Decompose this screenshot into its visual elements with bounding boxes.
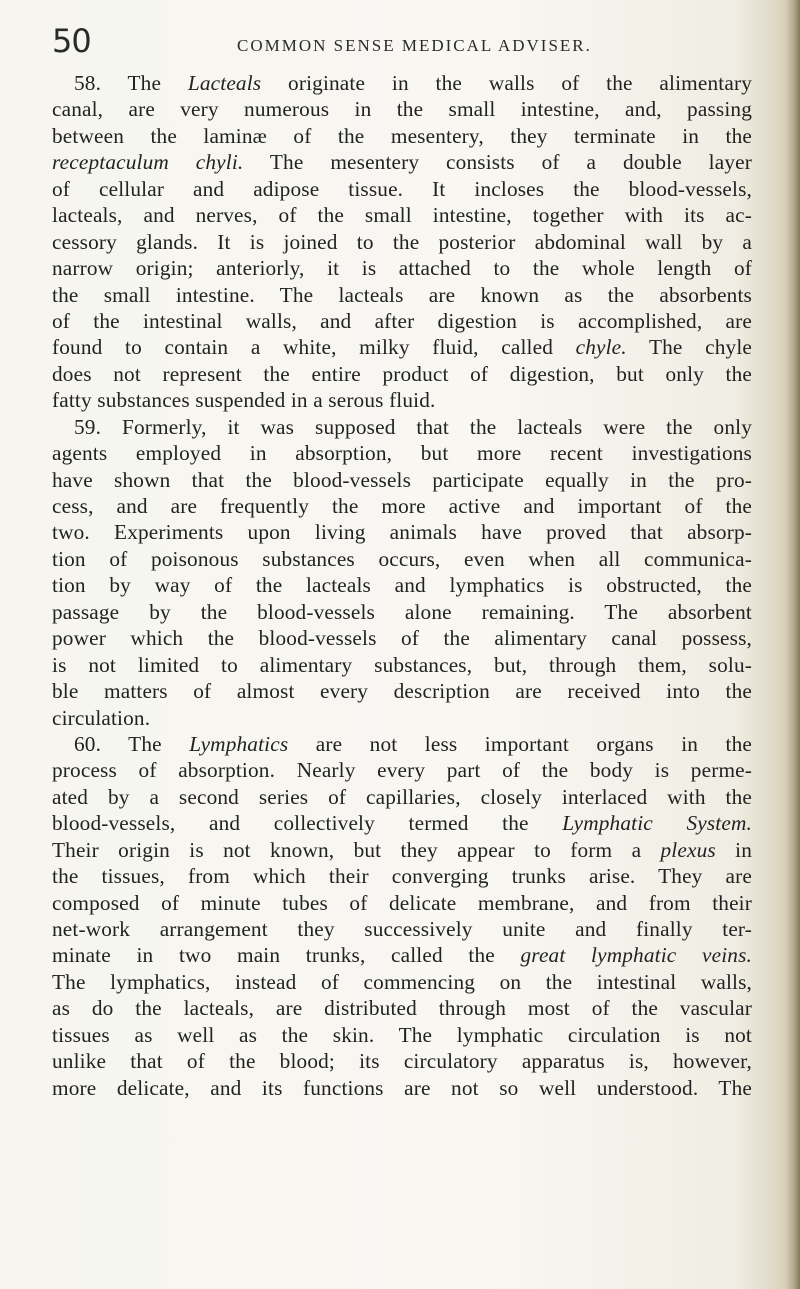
text-run: as do the lacteals, are distributed through most of the vascular bbox=[52, 996, 752, 1021]
text-run: of the intestinal walls, and after digestion is accomplished, are bbox=[52, 308, 752, 333]
text-run: canal, are very numerous in the small intestine, and, passing bbox=[52, 97, 752, 122]
text-line bbox=[52, 705, 752, 731]
text-run: have shown that the blood-vessels participate equally in the pro- bbox=[52, 467, 752, 492]
text-run: fatty substances suspended in a serous fluid. bbox=[52, 388, 436, 413]
text-line bbox=[52, 308, 752, 334]
text-line bbox=[52, 387, 752, 413]
text-run: 59. Formerly, it was supposed that the lacteals were the only bbox=[74, 414, 752, 439]
text-run: ated by a second series of capillaries, closely interlaced with the bbox=[52, 784, 752, 809]
text-line bbox=[52, 890, 752, 916]
text-line bbox=[52, 916, 752, 942]
italic-term: Lacteals bbox=[187, 71, 262, 95]
text-run: found to contain a white, milky fluid, called bbox=[52, 335, 576, 360]
text-line bbox=[52, 1022, 752, 1048]
text-line bbox=[52, 149, 752, 175]
text-line bbox=[52, 334, 752, 360]
italic-term: Lymphatics bbox=[189, 731, 289, 756]
text-line bbox=[52, 572, 752, 598]
text-line bbox=[52, 1048, 752, 1074]
text-run: cess, and are frequently the more active and important of the bbox=[52, 494, 752, 518]
text-run: does not represent the entire product of digestion, but only the bbox=[52, 361, 752, 386]
text-run: blood-vessels, and collectively termed the bbox=[52, 811, 563, 836]
text-run: tion of poisonous substances occurs, even when all communica- bbox=[52, 546, 752, 571]
text-line bbox=[52, 467, 752, 493]
italic-term: Lymphatic System. bbox=[562, 811, 752, 836]
text-run: circulation. bbox=[52, 705, 151, 730]
text-run: ble matters of almost every description are received into the bbox=[52, 679, 752, 704]
text-line bbox=[52, 361, 752, 387]
text-line bbox=[52, 414, 752, 440]
text-run: in bbox=[715, 837, 752, 862]
text-line bbox=[52, 810, 752, 836]
text-run: Their origin is not known, but they appear to form a bbox=[52, 837, 661, 862]
text-run: composed of minute tubes of delicate membrane, and from their bbox=[52, 890, 752, 915]
text-run: cessory glands. It is joined to the posterior abdominal wall by a bbox=[52, 229, 752, 254]
text-line bbox=[52, 969, 752, 995]
text-line bbox=[52, 1075, 752, 1101]
text-run: The chyle bbox=[626, 335, 752, 360]
text-line bbox=[52, 599, 752, 625]
text-line bbox=[52, 757, 752, 783]
text-run: more delicate, and its functions are not so well understood. The bbox=[52, 1075, 752, 1100]
text-run: passage by the blood-vessels alone remaining. The absorbent bbox=[52, 599, 752, 624]
text-run: power which the blood-vessels of the alimentary canal possess, bbox=[52, 626, 752, 651]
text-run: between the laminæ of the mesentery, they terminate in the bbox=[52, 123, 752, 148]
text-run: agents employed in absorption, but more recent investigations bbox=[52, 441, 752, 466]
text-line bbox=[52, 546, 752, 572]
text-run: two. Experiments upon living animals have proved that absorp- bbox=[52, 520, 752, 545]
text-line bbox=[52, 678, 752, 704]
italic-term: chyle. bbox=[575, 335, 627, 360]
italic-term: receptaculum chyli. bbox=[52, 150, 244, 175]
text-line bbox=[52, 440, 752, 466]
italic-term: great lymphatic veins. bbox=[520, 943, 752, 968]
text-line bbox=[52, 519, 752, 545]
text-line bbox=[52, 70, 752, 96]
text-line bbox=[52, 731, 752, 757]
italic-term: plexus bbox=[660, 837, 716, 862]
text-run: 60. The bbox=[74, 731, 190, 756]
body-text bbox=[52, 70, 752, 1101]
text-run: unlike that of the blood; its circulatory apparatus is, however, bbox=[52, 1049, 752, 1074]
text-line bbox=[52, 493, 752, 519]
text-run: 58. The bbox=[74, 71, 188, 95]
text-run: process of absorption. Nearly every part of the body is perme- bbox=[52, 758, 752, 783]
text-run: is not limited to alimentary substances, but, through them, solu- bbox=[52, 652, 752, 677]
text-run: tion by way of the lacteals and lymphatics is obstructed, the bbox=[52, 573, 752, 598]
text-line bbox=[52, 995, 752, 1021]
page-header bbox=[52, 22, 752, 66]
text-line bbox=[52, 863, 752, 889]
text-run: the small intestine. The lacteals are known as the absorbents bbox=[52, 282, 752, 307]
text-run: lacteals, and nerves, of the small intestine, together with its ac- bbox=[52, 203, 752, 228]
text-run: of cellular and adipose tissue. It incloses the blood-vessels, bbox=[52, 176, 752, 201]
running-head: COMMON SENSE MEDICAL ADVISER. bbox=[237, 36, 592, 55]
text-run: net-work arrangement they successively unite and finally ter- bbox=[52, 917, 752, 941]
text-line bbox=[52, 837, 752, 863]
text-run: the tissues, from which their converging trunks arise. They are bbox=[52, 864, 752, 889]
text-line bbox=[52, 176, 752, 202]
text-run: minate in two main trunks, called the bbox=[52, 943, 521, 968]
text-run: The lymphatics, instead of commencing on the intestinal walls, bbox=[52, 969, 752, 994]
text-run: originate in the walls of the alimentary bbox=[261, 71, 752, 95]
text-line bbox=[52, 202, 752, 228]
text-run: are not less important organs in the bbox=[288, 731, 752, 756]
text-line bbox=[52, 123, 752, 149]
text-line bbox=[52, 96, 752, 122]
page-edge-shadow bbox=[786, 0, 800, 1289]
text-line bbox=[52, 652, 752, 678]
text-line bbox=[52, 229, 752, 255]
text-line bbox=[52, 784, 752, 810]
text-line bbox=[52, 625, 752, 651]
text-run: tissues as well as the skin. The lymphatic circulation is not bbox=[52, 1022, 752, 1047]
text-line bbox=[52, 255, 752, 281]
text-line bbox=[52, 282, 752, 308]
text-line bbox=[52, 942, 752, 968]
page-number: 50 bbox=[52, 22, 91, 60]
text-run: The mesentery consists of a double layer bbox=[243, 150, 752, 175]
text-run: narrow origin; anteriorly, it is attached to the whole length of bbox=[52, 256, 752, 281]
